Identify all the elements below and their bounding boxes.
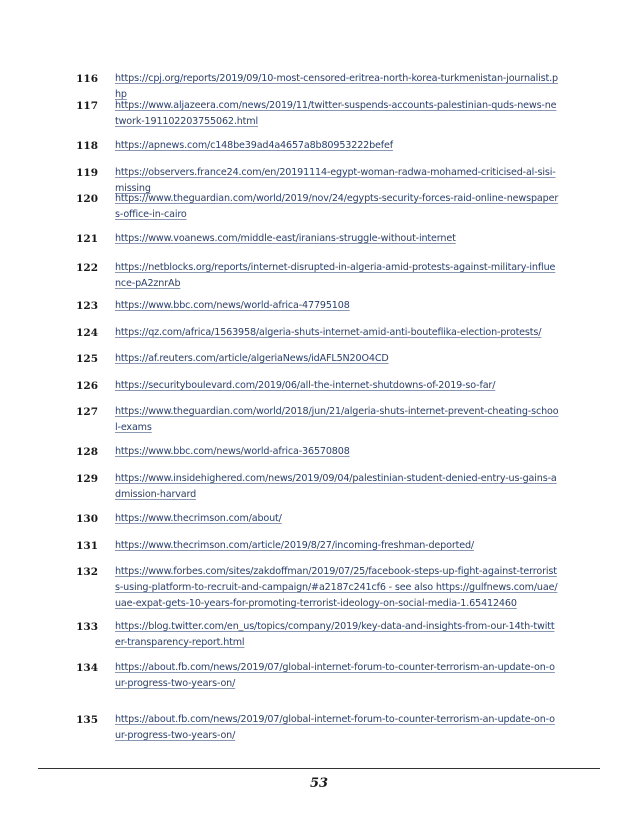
endnote-link[interactable]: https://www.bbc.com/news/world-africa-47795108: [115, 300, 350, 311]
endnote-number: 123: [76, 300, 98, 312]
endnote-link[interactable]: https://www.theguardian.com/world/2018/jun/21/algeria-shuts-internet-prevent-cheating-school-exams: [115, 406, 559, 433]
endnote-number: 127: [76, 406, 98, 418]
endnote-number: 121: [76, 233, 98, 245]
endnote-number: 124: [76, 327, 98, 339]
endnote-number: 119: [76, 167, 98, 179]
endnote-number: 118: [76, 140, 98, 152]
endnote-link[interactable]: https://about.fb.com/news/2019/07/global-internet-forum-to-counter-terrorism-an-update-on-our-progress-two-years-on/: [115, 714, 555, 741]
endnote-link[interactable]: https://www.bbc.com/news/world-africa-36570808: [115, 446, 350, 457]
endnote-link[interactable]: https://apnews.com/c148be39ad4a4657a8b80953222befef: [115, 140, 394, 151]
endnote-link[interactable]: https://www.theguardian.com/world/2019/nov/24/egypts-security-forces-raid-online-newspapers-office-in-cairo: [115, 193, 559, 220]
endnote-number: 133: [76, 621, 98, 633]
endnote-number: 117: [76, 100, 98, 112]
endnote-number: 125: [76, 353, 98, 365]
endnote-number: 116: [76, 73, 98, 85]
endnote-link[interactable]: https://www.insidehighered.com/news/2019/09/04/palestinian-student-denied-entry-us-gains-admission-harvard: [115, 473, 557, 500]
endnote-link[interactable]: https://www.forbes.com/sites/zakdoffman/2019/07/25/facebook-steps-up-fight-against-terrorists-using-platform-to-recruit-and-campaign/#a2187c241cf6 - see also https://gulfnews.com/uae/uae-expat-gets-10-years-for-promoting-terrorist-ideology-on-social-media-1.65412460: [115, 566, 558, 609]
endnote-number: 134: [76, 662, 98, 674]
endnote-link[interactable]: https://www.thecrimson.com/article/2019/8/27/incoming-freshman-deported/: [115, 540, 475, 551]
endnote-link[interactable]: https://blog.twitter.com/en_us/topics/company/2019/key-data-and-insights-from-our-14th-twitter-transparency-report.html: [115, 621, 555, 648]
endnote-link[interactable]: https://about.fb.com/news/2019/07/global-internet-forum-to-counter-terrorism-an-update-on-our-progress-two-years-on/: [115, 662, 555, 689]
endnote-link[interactable]: https://www.thecrimson.com/about/: [115, 513, 282, 524]
endnote-link[interactable]: https://securityboulevard.com/2019/06/all-the-internet-shutdowns-of-2019-so-far/: [115, 380, 496, 391]
endnote-number: 120: [76, 193, 98, 205]
endnote-number: 131: [76, 540, 98, 552]
endnote-link[interactable]: https://www.voanews.com/middle-east/iranians-struggle-without-internet: [115, 233, 456, 244]
endnote-number: 126: [76, 380, 98, 392]
endnote-link[interactable]: https://af.reuters.com/article/algeriaNews/idAFL5N20O4CD: [115, 353, 389, 364]
endnote-link[interactable]: https://cpj.org/reports/2019/09/10-most-censored-eritrea-north-korea-turkmenistan-journalist.php: [115, 73, 558, 100]
footer-divider: [38, 768, 600, 769]
page-number: 53: [309, 776, 329, 791]
endnote-number: 130: [76, 513, 98, 525]
endnote-number: 132: [76, 566, 98, 578]
endnote-number: 135: [76, 714, 98, 726]
endnote-number: 122: [76, 262, 98, 274]
endnote-link[interactable]: https://qz.com/africa/1563958/algeria-shuts-internet-amid-anti-bouteflika-election-protests/: [115, 327, 542, 338]
endnote-number: 129: [76, 473, 98, 485]
endnote-link[interactable]: https://observers.france24.com/en/20191114-egypt-woman-radwa-mohamed-criticised-al-sisi-missing: [115, 167, 556, 194]
endnote-link[interactable]: https://www.aljazeera.com/news/2019/11/twitter-suspends-accounts-palestinian-quds-news-network-191102203755062.html: [115, 100, 557, 127]
endnote-number: 128: [76, 446, 98, 458]
endnote-link[interactable]: https://netblocks.org/reports/internet-disrupted-in-algeria-amid-protests-against-military-influence-pA2znrAb: [115, 262, 556, 289]
